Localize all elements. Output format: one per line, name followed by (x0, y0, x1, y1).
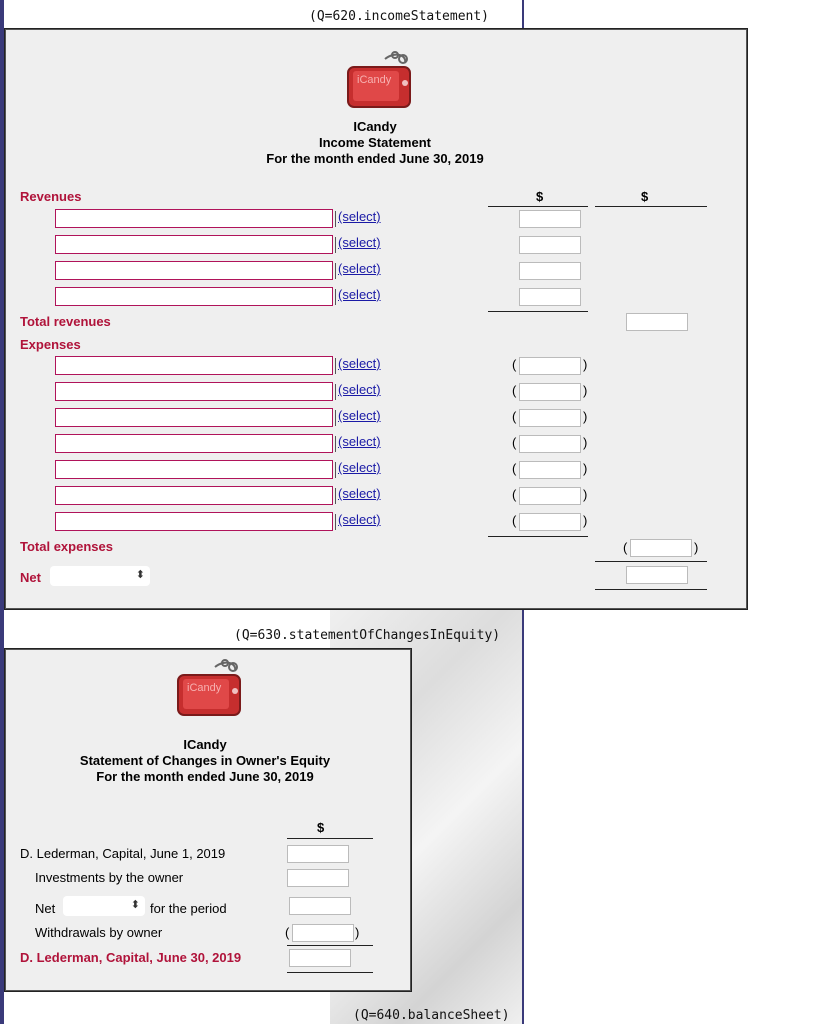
expenses-heading: Expenses (20, 337, 81, 352)
icandy-logo-icon (345, 51, 415, 113)
revenue-select-link[interactable]: (select) (338, 209, 381, 224)
close-paren: ) (583, 383, 588, 398)
total-expenses-label: Total expenses (20, 539, 113, 554)
revenue-amount-input[interactable] (519, 210, 581, 228)
equity-statement-question-label: (Q=630.statementOfChangesInEquity) (234, 628, 501, 643)
close-paren: ) (694, 540, 699, 555)
revenue-select-link[interactable]: (select) (338, 287, 381, 302)
close-paren: ) (583, 487, 588, 502)
revenue-account-input[interactable] (55, 287, 333, 306)
revenue-select-link[interactable]: (select) (338, 261, 381, 276)
expenses-subtotal-line (488, 536, 588, 537)
revenue-account-input[interactable] (55, 235, 333, 254)
withdrawals-input[interactable] (292, 924, 354, 942)
expense-amount-input[interactable] (519, 383, 581, 401)
expense-amount-input[interactable] (519, 435, 581, 453)
balance-sheet-question-label: (Q=640.balanceSheet) (353, 1008, 510, 1023)
expense-amount-input[interactable] (519, 357, 581, 375)
close-paren: ) (355, 925, 360, 940)
icandy-logo-icon (175, 659, 245, 721)
opening-capital-label: D. Lederman, Capital, June 1, 2019 (20, 846, 226, 861)
expense-account-input[interactable] (55, 408, 333, 427)
open-paren: ( (285, 925, 290, 940)
capital-subtotal-line (287, 945, 373, 946)
statement-period: For the month ended June 30, 2019 (266, 151, 484, 166)
open-paren: ( (512, 513, 517, 528)
expense-select-link[interactable]: (select) (338, 382, 381, 397)
net-income-loss-select[interactable] (63, 896, 145, 916)
select-divider (335, 462, 336, 478)
revenue-amount-input[interactable] (519, 262, 581, 280)
revenues-heading: Revenues (20, 189, 82, 204)
select-divider (335, 237, 336, 253)
select-divider (335, 410, 336, 426)
expense-amount-input[interactable] (519, 461, 581, 479)
col1-header-underline (488, 206, 588, 207)
net-label: Net (20, 570, 41, 585)
net-separator-line (595, 561, 707, 562)
open-paren: ( (512, 487, 517, 502)
net-underline (595, 589, 707, 590)
income-statement-question-label: (Q=620.incomeStatement) (309, 9, 490, 24)
revenue-account-input[interactable] (55, 261, 333, 280)
col-header-underline (287, 838, 373, 839)
expense-account-input[interactable] (55, 356, 333, 375)
revenue-account-input[interactable] (55, 209, 333, 228)
select-divider (335, 211, 336, 227)
open-paren: ( (512, 461, 517, 476)
select-divider (335, 358, 336, 374)
statement-title: Income Statement (319, 135, 431, 150)
col1-dollar-header: $ (536, 189, 544, 204)
select-arrows-icon: ⬍ (135, 569, 145, 581)
logo-text: iCandy (187, 682, 222, 694)
expense-amount-input[interactable] (519, 409, 581, 427)
expense-select-link[interactable]: (select) (338, 356, 381, 371)
expense-account-input[interactable] (55, 382, 333, 401)
total-revenues-input[interactable] (626, 313, 688, 331)
close-paren: ) (583, 357, 588, 372)
logo-text: iCandy (357, 74, 392, 86)
close-paren: ) (583, 513, 588, 528)
open-paren: ( (623, 540, 628, 555)
income-statement-panel (4, 28, 748, 610)
net-income-loss-select[interactable] (50, 566, 150, 586)
closing-capital-underline (287, 972, 373, 973)
net-label: Net (35, 901, 56, 916)
expense-account-input[interactable] (55, 434, 333, 453)
net-amount-input[interactable] (289, 897, 351, 915)
opening-capital-input[interactable] (287, 845, 349, 863)
select-divider (335, 488, 336, 504)
expense-amount-input[interactable] (519, 487, 581, 505)
closing-capital-input[interactable] (289, 949, 351, 967)
expense-amount-input[interactable] (519, 513, 581, 531)
investments-input[interactable] (287, 869, 349, 887)
withdrawals-label: Withdrawals by owner (35, 925, 163, 940)
expense-select-link[interactable]: (select) (338, 486, 381, 501)
close-paren: ) (583, 409, 588, 424)
total-revenues-label: Total revenues (20, 314, 111, 329)
expense-select-link[interactable]: (select) (338, 408, 381, 423)
open-paren: ( (512, 383, 517, 398)
total-expenses-input[interactable] (630, 539, 692, 557)
select-arrows-icon: ⬍ (130, 899, 140, 911)
close-paren: ) (583, 461, 588, 476)
expense-select-link[interactable]: (select) (338, 434, 381, 449)
company-name: ICandy (183, 737, 227, 752)
col-dollar-header: $ (317, 820, 325, 835)
net-amount-input[interactable] (626, 566, 688, 584)
open-paren: ( (512, 357, 517, 372)
open-paren: ( (512, 409, 517, 424)
company-name: ICandy (353, 119, 397, 134)
col2-header-underline (595, 206, 707, 207)
select-divider (335, 514, 336, 530)
revenue-select-link[interactable]: (select) (338, 235, 381, 250)
revenues-subtotal-line (488, 311, 588, 312)
expense-select-link[interactable]: (select) (338, 460, 381, 475)
expense-account-input[interactable] (55, 512, 333, 531)
close-paren: ) (583, 435, 588, 450)
expense-select-link[interactable]: (select) (338, 512, 381, 527)
select-divider (335, 263, 336, 279)
col2-dollar-header: $ (641, 189, 649, 204)
revenue-amount-input[interactable] (519, 288, 581, 306)
statement-title: Statement of Changes in Owner's Equity (79, 753, 331, 768)
statement-period: For the month ended June 30, 2019 (96, 769, 314, 784)
expense-account-input[interactable] (55, 486, 333, 505)
equity-statement-panel (4, 648, 412, 992)
for-period-label: for the period (150, 901, 227, 916)
investments-label: Investments by the owner (35, 870, 184, 885)
revenue-amount-input[interactable] (519, 236, 581, 254)
select-divider (335, 436, 336, 452)
select-divider (335, 384, 336, 400)
closing-capital-label: D. Lederman, Capital, June 30, 2019 (20, 950, 242, 965)
expense-account-input[interactable] (55, 460, 333, 479)
open-paren: ( (512, 435, 517, 450)
select-divider (335, 289, 336, 305)
